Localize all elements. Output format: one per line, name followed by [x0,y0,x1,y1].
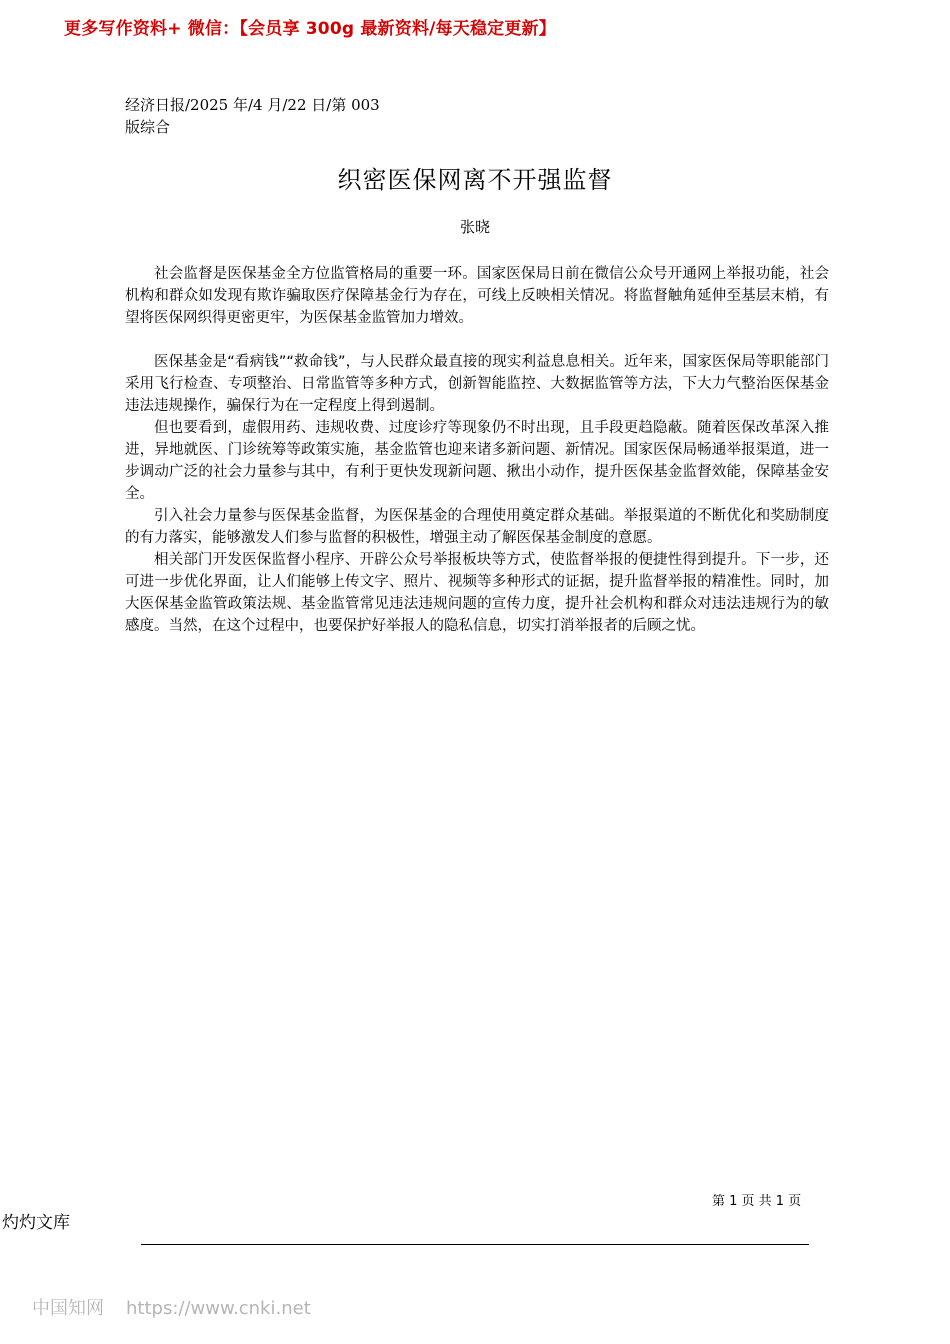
page-number: 第 1 页 共 1 页 [712,1194,802,1209]
watermark [32,1294,311,1320]
publication-source: 经济日报/2025 年/4 月/22 日/第 003 [125,96,380,114]
article-paragraph: 相关部门开发医保监督小程序、开辟公众号举报板块等方式，使监督举报的便捷性得到提升。下一步，还可进一步优化界面，让人们能够上传文字、照片、视频等多种形式的证据，提升监督举报的精准性。同时，加大医保基金监管政策法规、基金监管常见违法违规问题的宣传力度，提升社会机构和群众对违法违规行为的敏感度。当然，在这个过程中，也要保护好举报人的隐私信息，切实打消举报者的后顾之忧。 [125,552,829,634]
article-body [125,263,829,637]
article-paragraph: 医保基金是“看病钱”“救命钱”，与人民群众最直接的现实利益息息相关。近年来，国家医保局等职能部门采用飞行检查、专项整治、日常监管等多种方式，创新智能监控、大数据监管等方法，下大力气整治医保基金违法违规操作，骗保行为在一定程度上得到遏制。 [125,354,829,414]
article-author: 张晓 [459,218,490,236]
publication-section: 版综合 [125,118,171,136]
article-paragraph: 但也要看到，虚假用药、违规收费、过度诊疗等现象仍不时出现，且手段更趋隐蔽。随着医保改革深入推进，异地就医、门诊统筹等政策实施，基金监管也迎来诸多新问题、新情况。国家医保局畅通举报渠道，进一步调动广泛的社会力量参与其中，有利于更快发现新问题、揪出小动作，提升医保基金监督效能，保障基金安全。 [125,420,829,502]
publication-meta [125,94,380,138]
watermark-site-name: 中国知网 [32,1298,104,1319]
article-paragraph: 社会监督是医保基金全方位监管格局的重要一环。国家医保局日前在微信公众号开通网上举报功能，社会机构和群众如发现有欺诈骗取医疗保障基金行为存在，可线上反映相关情况。将监督触角延伸至基层末梢，有望将医保网织得更密更牢，为医保基金监管加力增效。 [125,266,829,326]
footer-divider [141,1244,809,1245]
watermark-url: https://www.cnki.net [126,1298,311,1319]
article-title: 织密医保网离不开强监督 [337,166,613,194]
promo-banner: 更多写作资料+ 微信：【会员享 300g 最新资料/每天稳定更新】 [64,19,556,39]
article-paragraph: 引入社会力量参与医保基金监督，为医保基金的合理使用奠定群众基础。举报渠道的不断优化和奖励制度的有力落实，能够激发人们参与监督的积极性，增强主动了解医保基金制度的意愿。 [125,508,829,546]
library-name: 灼灼文库 [2,1213,70,1233]
